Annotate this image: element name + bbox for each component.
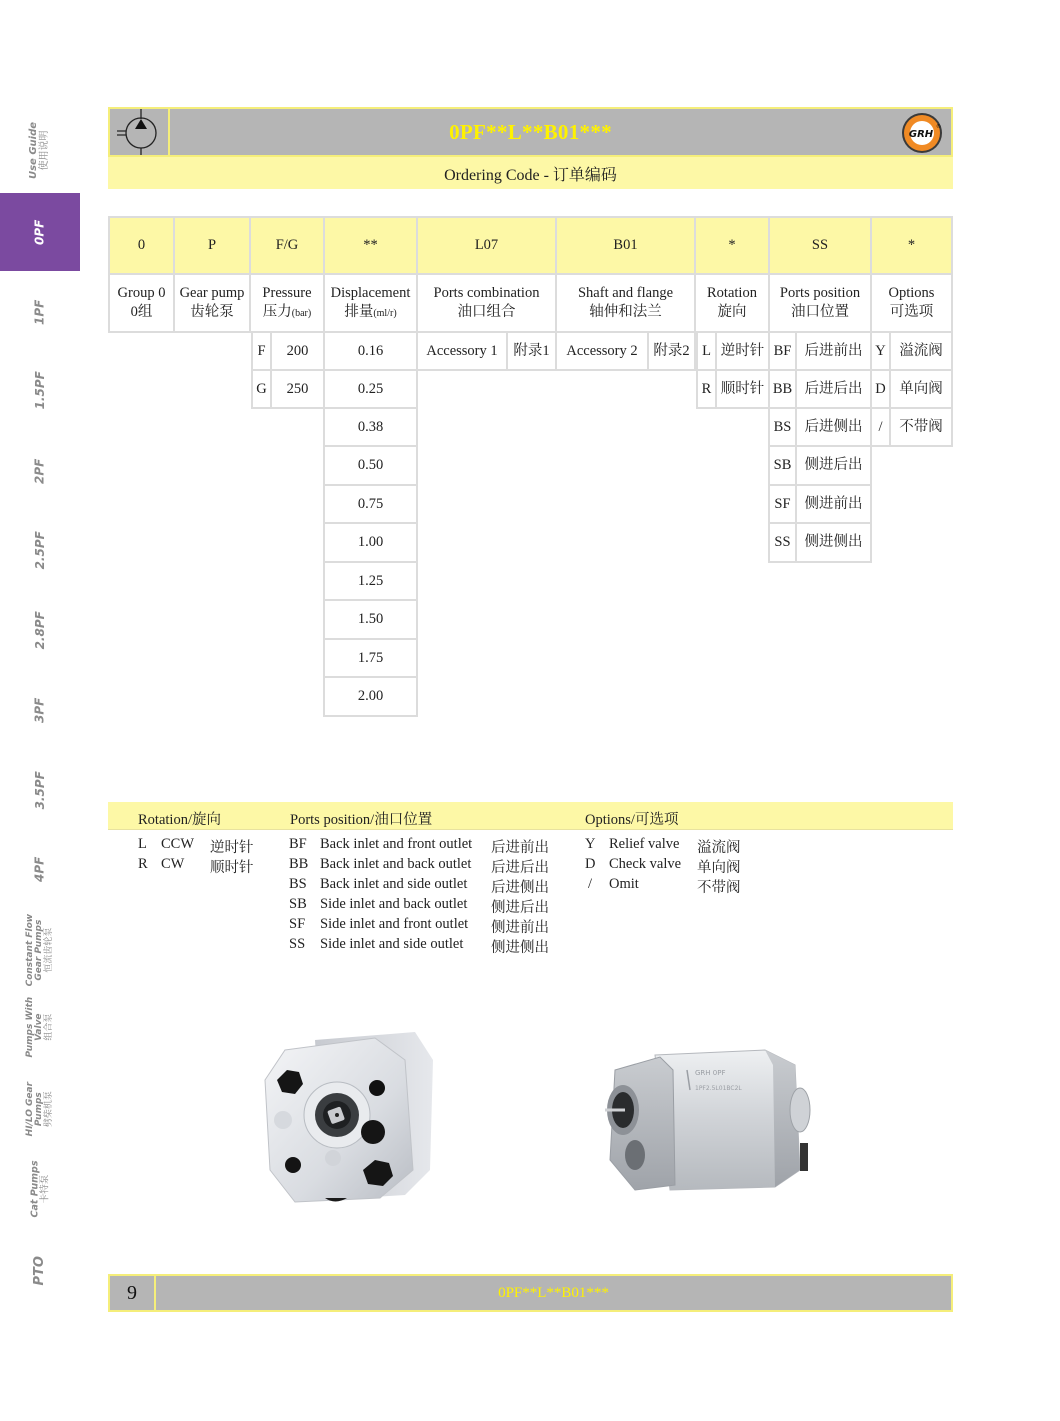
page-number: 9: [110, 1276, 156, 1310]
legend-header-bar: [108, 802, 953, 830]
sidebar-tab-0pf[interactable]: [0, 193, 80, 271]
sidebar-tab-label: 2PF: [32, 458, 47, 484]
label-displacement: Displacement 排量(ml/r): [323, 273, 418, 333]
pressure-value: 200: [270, 331, 325, 371]
rotation-code: R: [696, 369, 717, 409]
sidebar-tab-cat-pumps[interactable]: [0, 1150, 80, 1228]
displacement-value: 0.16: [323, 331, 418, 371]
sidebar-tab-label: 0PF: [32, 219, 47, 245]
sidebar-tab-label: Constant Flow: [24, 913, 35, 987]
sidebar-tab-label: 2.5PF: [32, 530, 47, 570]
rotation-code: L: [696, 331, 717, 371]
svg-text:1PF2.5L01BC2L: 1PF2.5L01BC2L: [695, 1085, 742, 1092]
pressure-code: F: [251, 331, 272, 371]
rotation-cn: 顺时针: [715, 369, 770, 409]
legend-rotation-title: Rotation/旋向: [138, 812, 221, 828]
sidebar-tab-label: 1.5PF: [32, 370, 47, 410]
rotation-cn: 逆时针: [715, 331, 770, 371]
sidebar-tab-2-8pf[interactable]: [0, 590, 80, 670]
sidebar-tab-label: 1PF: [32, 299, 47, 326]
sidebar-tab-sublabel: 使用说明: [39, 130, 50, 170]
page-title: 0PF**L**B01***: [449, 119, 612, 144]
ports-position-cn: 后进前出: [795, 331, 872, 371]
gear-pump-side-image: [595, 1035, 825, 1205]
ordering-code-subtitle: Ordering Code - 订单编码: [108, 157, 953, 189]
sidebar-tab-use-guide[interactable]: [0, 110, 80, 190]
pressure-code: G: [251, 369, 272, 409]
label-group: Group 0 0组: [108, 273, 175, 333]
pressure-value: 250: [270, 369, 325, 409]
option-cn: 溢流阀: [889, 331, 953, 371]
svg-text:GRH 0PF: GRH 0PF: [695, 1069, 726, 1077]
ports-position-code: BB: [768, 369, 797, 409]
sidebar-tab-1pf[interactable]: [0, 275, 80, 350]
label-options: Options 可选项: [870, 273, 953, 333]
ports-position-cn: 后进侧出: [795, 407, 872, 447]
shaft-flange-accessory: Accessory 2: [555, 331, 649, 371]
code-gear-pump: P: [173, 216, 251, 275]
displacement-value: 0.50: [323, 445, 418, 486]
ports-position-code: BS: [768, 407, 797, 447]
sidebar-tab-1-5pf[interactable]: [0, 350, 80, 430]
sidebar-tab-label: Use Guide: [28, 121, 40, 179]
code-displacement: **: [323, 216, 418, 275]
sidebar-tab-label: Pumps With: [24, 996, 35, 1058]
displacement-value: 1.25: [323, 561, 418, 601]
ports-position-code: SS: [768, 522, 797, 563]
code-ports-position: SS: [768, 216, 872, 275]
sidebar-tab-3pf[interactable]: [0, 670, 80, 750]
option-code: D: [870, 369, 891, 409]
option-cn: 单向阀: [889, 369, 953, 409]
sidebar-tab-sublabel: 恒流齿轮泵: [43, 927, 54, 973]
displacement-value: 0.75: [323, 484, 418, 524]
displacement-value: 2.00: [323, 676, 418, 717]
svg-text:®: ®: [936, 124, 941, 130]
sidebar-tab-label: HI/LO Gear: [24, 1081, 35, 1137]
label-ports-combination: Ports combination 油口组合: [416, 273, 557, 333]
sidebar-tab-pto[interactable]: [0, 1232, 80, 1310]
option-cn: 不带阀: [889, 407, 953, 447]
legend-ports-title: Ports position/油口位置: [290, 812, 433, 828]
label-pressure: Pressure 压力(bar): [249, 273, 325, 333]
logo-text: GRH: [908, 129, 934, 140]
legend-options-title: Options/可选项: [585, 812, 679, 828]
displacement-value: 0.38: [323, 407, 418, 447]
sidebar-tab-sublabel: 组合泵: [43, 1013, 54, 1041]
code-pressure: F/G: [249, 216, 325, 275]
ports-combination-accessory-cn: 附录1: [506, 331, 557, 371]
sidebar-tab-label: PTO: [32, 1256, 48, 1286]
code-ports-combination: L07: [416, 216, 557, 275]
code-rotation: *: [694, 216, 770, 275]
sidebar-tab-label-2: Pumps: [34, 1092, 45, 1126]
option-code: Y: [870, 331, 891, 371]
sidebar-tab-hilo-gear-pumps[interactable]: [0, 1070, 80, 1148]
sidebar-tab-label: 2.8PF: [32, 610, 47, 650]
shaft-flange-accessory-cn: 附录2: [647, 331, 696, 371]
footer-title: 0PF**L**B01***: [498, 1284, 609, 1301]
grh-logo: [901, 112, 943, 154]
sidebar-tab-label-2: Gear Pumps: [34, 919, 45, 981]
sidebar-tab-label: Cat Pumps: [29, 1160, 41, 1218]
ports-combination-accessory: Accessory 1: [416, 331, 508, 371]
sidebar-tab-label: 3.5PF: [32, 770, 47, 810]
code-group: 0: [108, 216, 175, 275]
displacement-value: 1.00: [323, 522, 418, 563]
hydraulic-pump-symbol-icon: [110, 109, 170, 155]
label-shaft-flange: Shaft and flange 轴伸和法兰: [555, 273, 696, 333]
ports-position-cn: 侧进侧出: [795, 522, 872, 563]
ports-position-cn: 侧进后出: [795, 445, 872, 486]
sidebar-tab-label-2: Valve: [34, 1013, 45, 1041]
ports-position-cn: 后进后出: [795, 369, 872, 409]
displacement-value: 1.75: [323, 638, 418, 678]
sidebar-tab-3-5pf[interactable]: [0, 750, 80, 830]
gear-pump-front-image: [255, 1020, 450, 1210]
sidebar-tab-2pf[interactable]: [0, 432, 80, 510]
displacement-value: 1.50: [323, 599, 418, 640]
page-footer: [108, 1274, 953, 1312]
code-shaft-flange: B01: [555, 216, 696, 275]
label-rotation: Rotation 旋向: [694, 273, 770, 333]
displacement-value: 0.25: [323, 369, 418, 409]
page-header: [108, 107, 953, 157]
ports-position-cn: 侧进前出: [795, 484, 872, 524]
sidebar-tab-pumps-with-valve[interactable]: [0, 992, 80, 1062]
sidebar-tab-label: 3PF: [32, 697, 47, 723]
ports-position-code: SF: [768, 484, 797, 524]
sidebar-tab-sublabel: 卡特泵: [38, 1174, 50, 1204]
ports-position-code: SB: [768, 445, 797, 486]
code-options: *: [870, 216, 953, 275]
sidebar-tab-sublabel: 劈柴机泵: [43, 1091, 54, 1128]
sidebar-tab-2-5pf[interactable]: [0, 510, 80, 590]
option-code: /: [870, 407, 891, 447]
sidebar-tab-label: 4PF: [32, 856, 47, 882]
ports-position-code: BF: [768, 331, 797, 371]
label-ports-position: Ports position 油口位置: [768, 273, 872, 333]
sidebar-tab-constant-flow[interactable]: [0, 908, 80, 992]
sidebar-tab-4pf[interactable]: [0, 830, 80, 908]
label-gear-pump: Gear pump 齿轮泵: [173, 273, 251, 333]
